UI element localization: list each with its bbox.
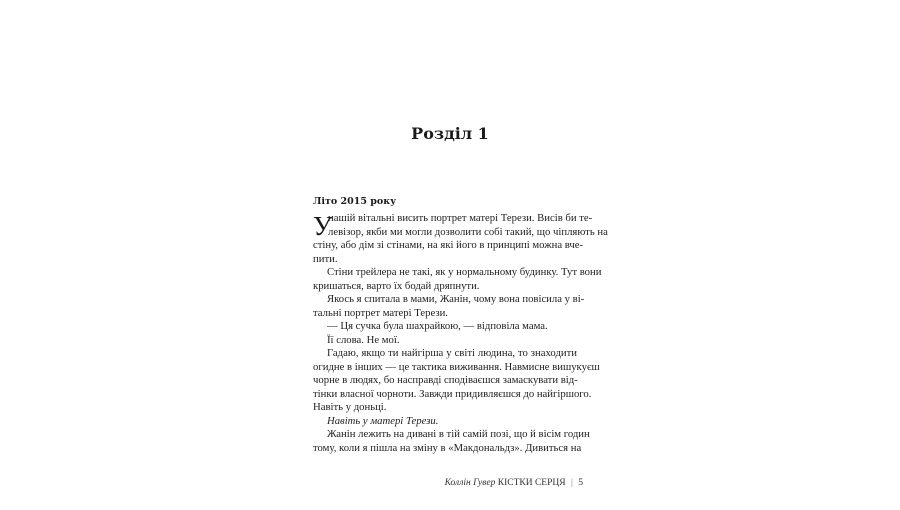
text-line: тінки власної чорноти. Завжди придивляєшся до найгіршого. (313, 387, 592, 400)
footer-book-title: КІСТКИ СЕРЦЯ (497, 478, 566, 488)
text-line: Стіни трейлера не такі, як у нормальному будинку. Тут вони (327, 266, 602, 278)
text-line: тальні портрет матері Терези. (313, 306, 448, 319)
text-line: кришаться, варто їх бодай дряпнути. (313, 279, 480, 292)
text-line: — Ця сучка була шахрайкою, — відповіла мама. (327, 320, 548, 332)
footer-author: Коллін Гувер (444, 478, 496, 488)
page-footer (313, 478, 583, 488)
text-line: нашій вітальні висить портрет матері Терези. Висів би те- (328, 212, 593, 224)
text-line: стіну, або дім зі стінами, на які його в принципі можна вче- (313, 239, 584, 251)
text-line: Жанін лежить на дивані в тій самій позі, що й вісім годин (327, 428, 590, 440)
text-line: Її слова. Не мої. (327, 333, 400, 346)
text-line: пити. (313, 252, 338, 265)
text-line: огидне в інших — це тактика виживання. Навмисне вишукуєш (313, 360, 600, 373)
text-line: Навіть у матері Терези. (327, 414, 439, 427)
body-text (313, 212, 608, 455)
section-heading: Літо 2015 року (313, 196, 397, 207)
drop-cap: У (313, 211, 333, 241)
text-line: тому, коли я пішла на зміну в «Макдональдз». Дивиться на (313, 441, 582, 454)
text-line: Якось я спитала в мами, Жанін, чому вона повісила у ві- (327, 293, 585, 305)
footer-separator: | (570, 478, 573, 488)
text-line: левізор, якби ми могли дозволити собі такий, що чіпляють на (328, 225, 608, 238)
text-line: Гадаю, якщо ти найгірша у світі людина, то знаходити (327, 347, 577, 359)
chapter-title: Розділ 1 (411, 124, 489, 143)
page-number: 5 (578, 478, 583, 488)
text-line: чорне в людях, бо насправді сподіваєшся замаскувати від- (313, 374, 578, 386)
text-line: Навіть у доньці. (313, 401, 387, 413)
